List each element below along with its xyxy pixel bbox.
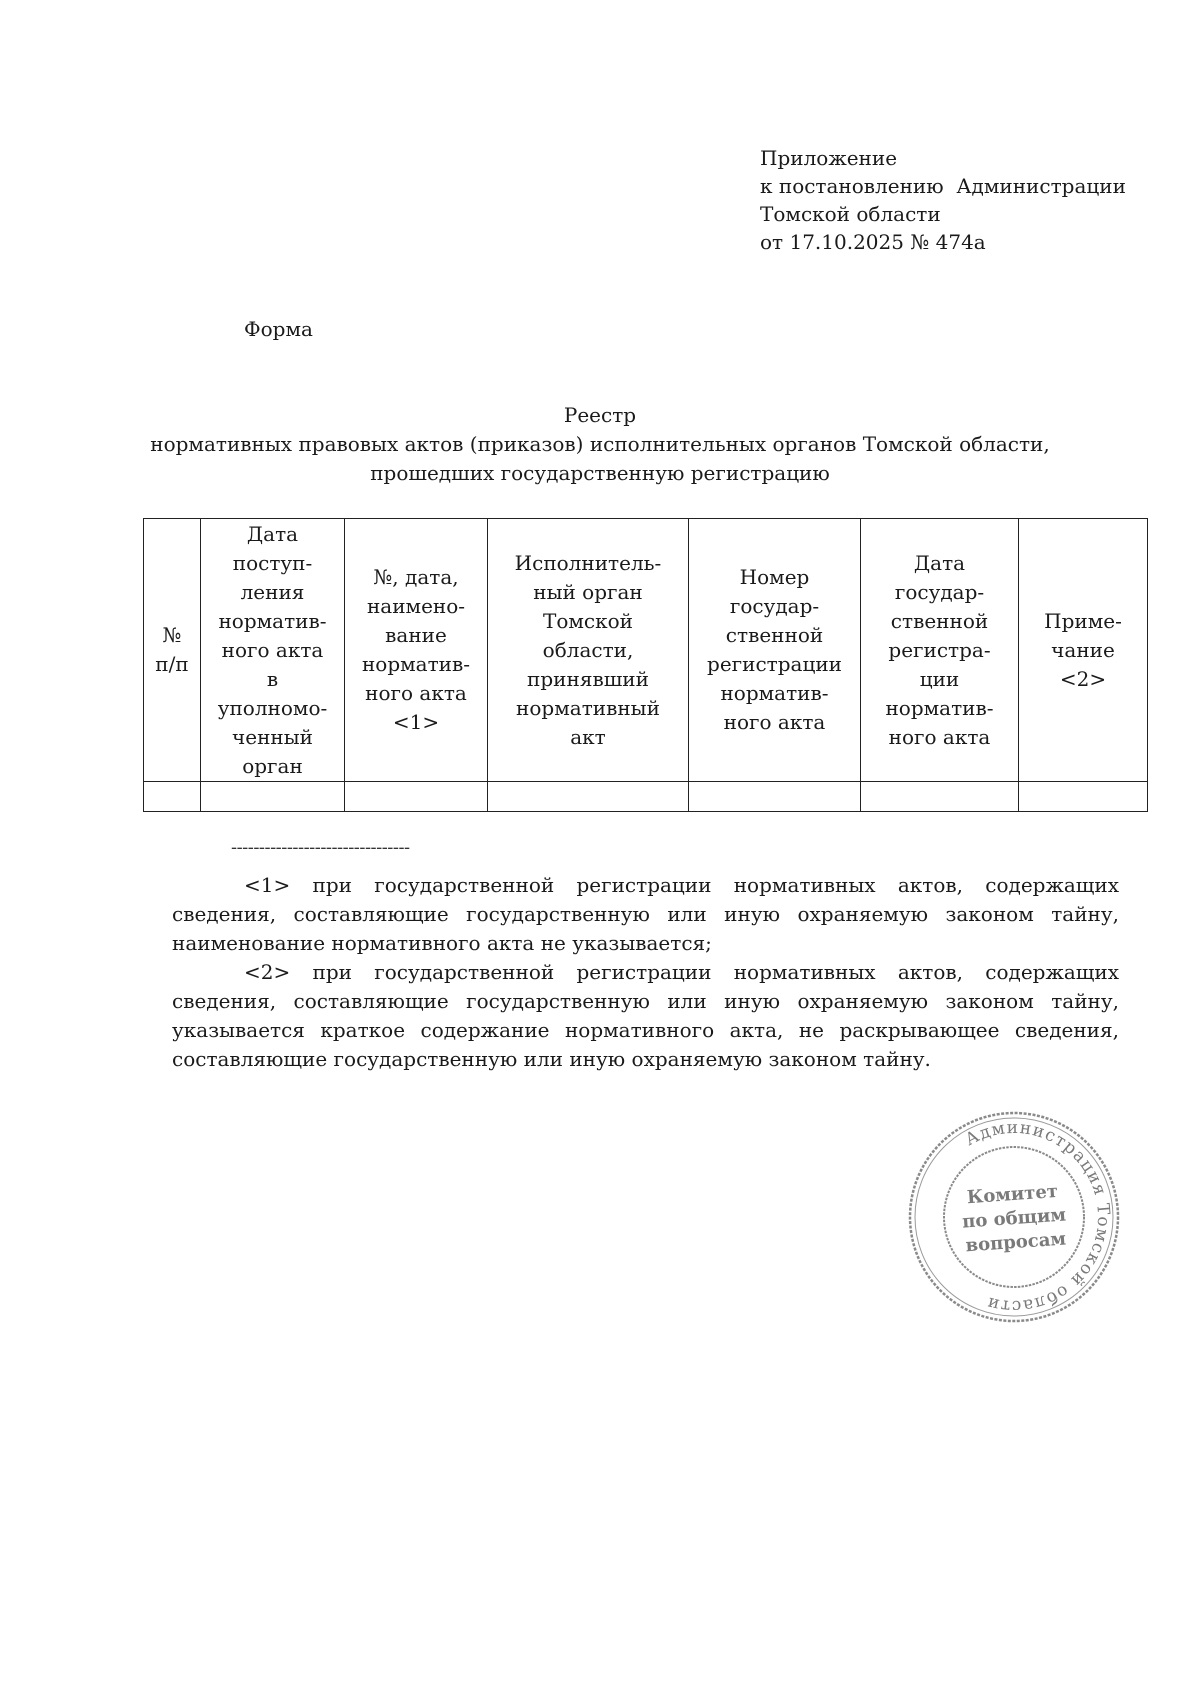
header-line: ного акта — [365, 681, 467, 705]
header-cell-receipt-date — [201, 519, 345, 782]
title-line-2: нормативных правовых актов (приказов) исполнительных органов Томской области, — [150, 432, 1050, 456]
header-line: ления — [240, 579, 305, 604]
table-cell — [689, 782, 861, 812]
header-line: орган — [242, 753, 303, 778]
official-stamp — [904, 1107, 1124, 1327]
header-line: регистрации — [707, 652, 842, 676]
header-line: принявший — [527, 666, 649, 691]
header-line: Исполнитель- — [514, 550, 662, 575]
footnote-2: <2> при государственной регистрации нормативных актов, содержащих сведения, составляющие государственную или иную охраняемую законом тайну, указывается краткое содержание нормативного акта, не раскрывающее сведения, составляющие государственную или иную охраняемую законом тайну. — [172, 960, 1119, 1071]
registry-table — [143, 518, 1148, 812]
header-line: ции — [919, 666, 960, 691]
header-line: вание — [385, 623, 447, 647]
header-line: п/п — [155, 652, 189, 676]
title-line-1: Реестр — [563, 403, 637, 427]
header-line: области, — [542, 637, 634, 662]
header-line: норматив- — [218, 608, 327, 633]
stamp-ring-text: Администрация Томской области — [961, 1117, 1114, 1317]
header-line: Приме- — [1044, 608, 1122, 633]
header-line: норматив- — [361, 652, 471, 676]
header-line: государ- — [729, 594, 820, 618]
appendix-line-2: к постановлению Администрации — [760, 174, 1126, 198]
header-cell-note — [1019, 519, 1148, 782]
header-line: ственной — [725, 623, 824, 647]
header-cell-number — [144, 519, 201, 782]
header-line: государ- — [894, 579, 985, 604]
appendix-line-3: Томской области — [760, 202, 941, 226]
header-line: №, дата, — [373, 565, 459, 589]
form-label: Форма — [244, 317, 313, 341]
header-line: Дата — [246, 521, 299, 546]
header-cell-registration-date — [861, 519, 1019, 782]
footnote-separator: -------------------------------- — [231, 837, 410, 858]
header-line: ченный — [232, 724, 313, 749]
header-line: регистра- — [888, 637, 991, 662]
header-line: чание — [1051, 637, 1115, 662]
header-line: наимено- — [366, 594, 466, 618]
table-row — [144, 782, 1148, 812]
header-line: Дата — [913, 550, 966, 575]
table-cell — [144, 782, 201, 812]
header-line: Номер — [739, 565, 810, 589]
table-header-row — [144, 519, 1148, 782]
header-line: <2> — [1059, 666, 1107, 691]
header-line: ного акта — [723, 710, 826, 734]
table-cell — [345, 782, 488, 812]
appendix-line-4: от 17.10.2025 № 474а — [760, 230, 986, 254]
header-line: ный орган — [533, 579, 643, 604]
header-line: ного акта — [888, 724, 991, 749]
header-line: поступ- — [232, 550, 313, 575]
table-cell — [488, 782, 689, 812]
table-cell — [861, 782, 1019, 812]
header-line: Томской — [542, 608, 633, 633]
header-line: акт — [570, 724, 606, 749]
header-line: норматив- — [885, 695, 994, 720]
table-cell — [201, 782, 345, 812]
footnotes — [172, 871, 1119, 1074]
header-line: нормативный — [516, 695, 660, 720]
title-line-3: прошедших государственную регистрацию — [370, 461, 830, 485]
header-cell-act-name — [345, 519, 488, 782]
header-line: <1> — [392, 710, 440, 734]
footnote-1: <1> при государственной регистрации нормативных актов, содержащих сведения, составляющие государственную или иную охраняемую законом тайну, наименование нормативного акта не указывается; — [172, 873, 1119, 955]
header-line: уполномо- — [217, 695, 328, 720]
stamp-center-line-2: по общим — [961, 1204, 1067, 1233]
header-line: ственной — [890, 608, 989, 633]
header-line: в — [266, 666, 279, 691]
header-line: норматив- — [720, 681, 829, 705]
header-line: ного акта — [221, 637, 324, 662]
appendix-line-1: Приложение — [760, 146, 898, 170]
header-cell-registration-number — [689, 519, 861, 782]
table-cell — [1019, 782, 1148, 812]
stamp-center-line-3: вопросам — [964, 1228, 1067, 1257]
appendix-block — [760, 144, 1126, 256]
header-line: № — [162, 623, 182, 647]
document-title — [0, 401, 1200, 488]
stamp-center-line-1: Комитет — [966, 1180, 1059, 1209]
header-cell-executive-body — [488, 519, 689, 782]
